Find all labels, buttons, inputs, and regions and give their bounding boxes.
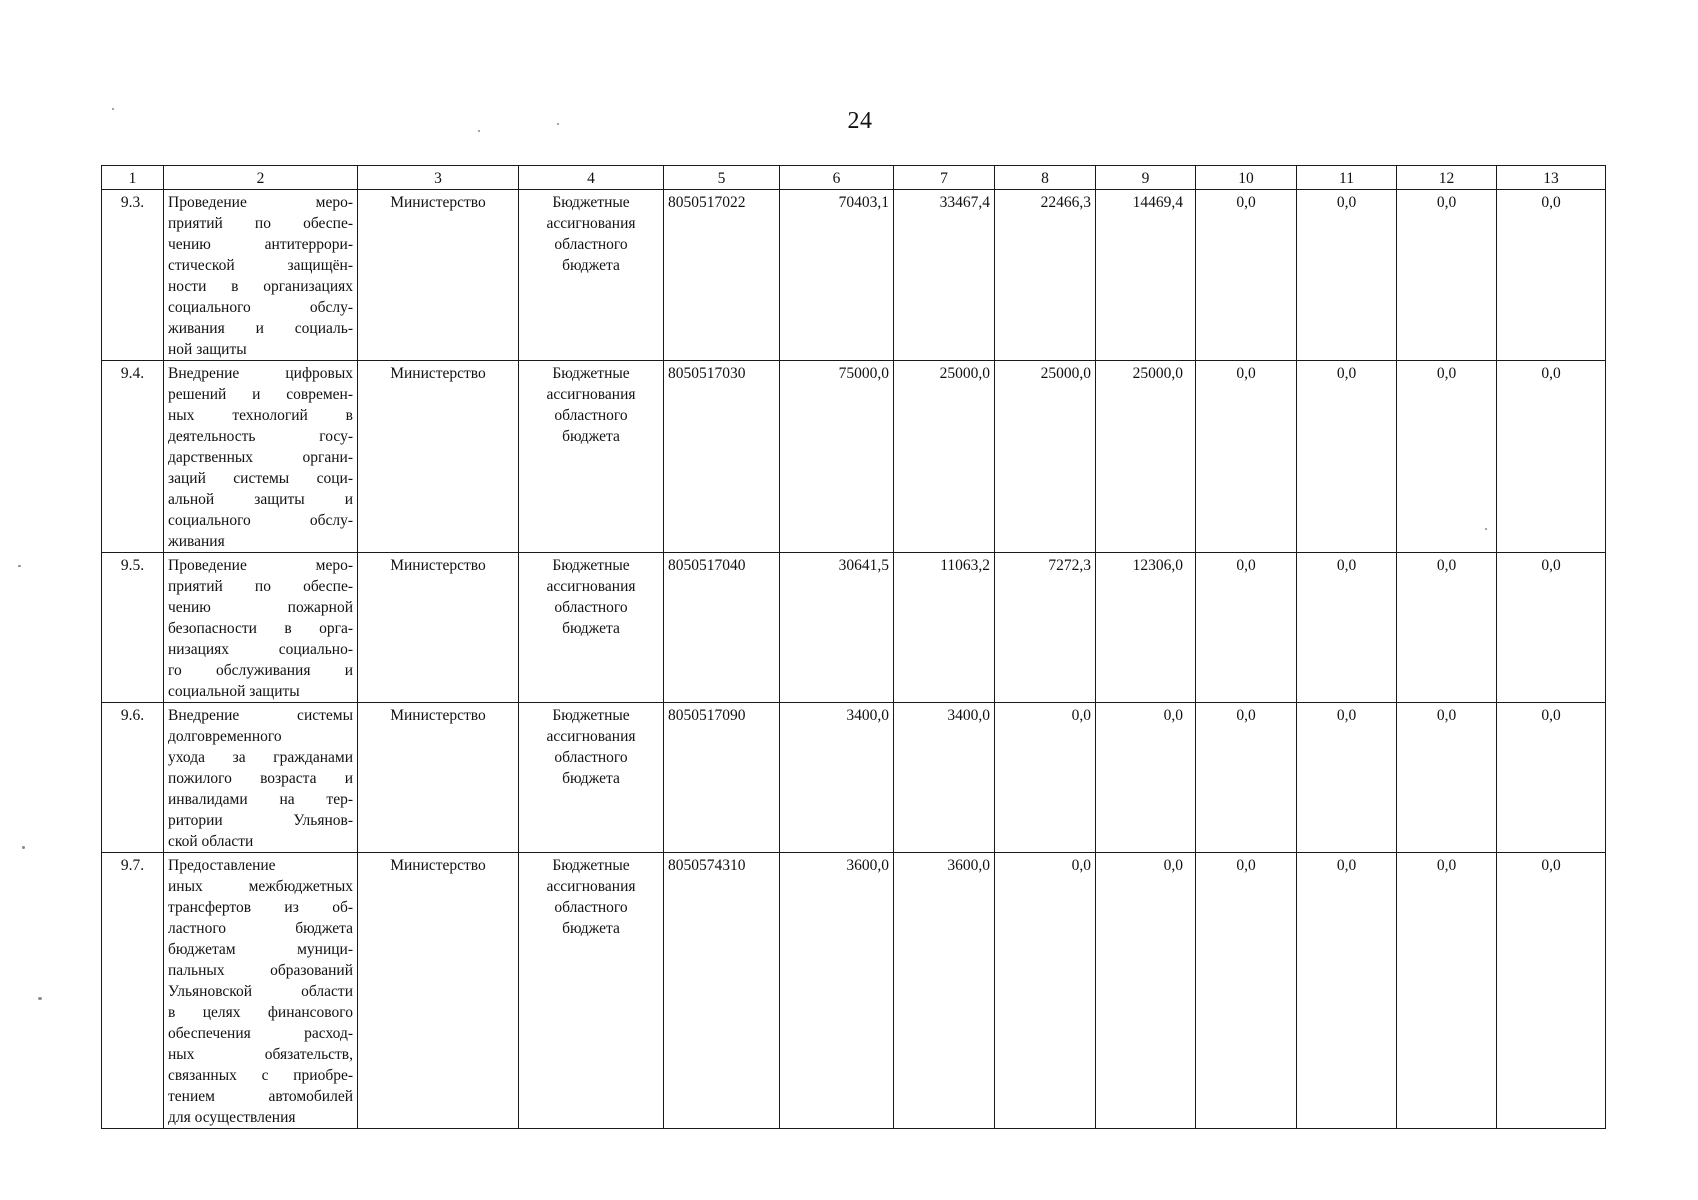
activity-name-line: Внедрение системы bbox=[168, 707, 353, 724]
row-number: 9.3. bbox=[102, 190, 164, 361]
activity-name-line: инвалидами на тер- bbox=[168, 791, 353, 808]
activity-name-line: решений и современ- bbox=[168, 386, 353, 403]
scan-speck bbox=[112, 108, 114, 110]
activity-name-line: Внедрение цифровых bbox=[168, 365, 353, 382]
funding-source-line: Бюджетные bbox=[552, 365, 630, 382]
activity-name-line: Предоставление bbox=[168, 857, 276, 874]
activity-name-line: пожилого возраста и bbox=[168, 770, 353, 787]
executor: Министерство bbox=[358, 361, 519, 553]
budget-code: 8050517030 bbox=[664, 361, 780, 553]
amount-col-13: 0,0 bbox=[1497, 703, 1606, 853]
activity-name-line: приятий по обеспе- bbox=[168, 578, 353, 595]
funding-source-line: бюджета bbox=[562, 920, 620, 937]
table-row bbox=[102, 853, 1606, 1129]
amount-col-10: 0,0 bbox=[1196, 190, 1297, 361]
activity-name-line: ных технологий в bbox=[168, 407, 353, 424]
column-number-13: 13 bbox=[1497, 166, 1606, 190]
funding-source bbox=[519, 553, 664, 703]
column-number-5: 5 bbox=[664, 166, 780, 190]
amount-col-7: 3600,0 bbox=[894, 853, 995, 1129]
amount-col-7: 3400,0 bbox=[894, 703, 995, 853]
funding-source-line: областного bbox=[554, 899, 628, 916]
amount-col-10: 0,0 bbox=[1196, 553, 1297, 703]
amount-col-12: 0,0 bbox=[1397, 361, 1497, 553]
activity-name bbox=[164, 553, 358, 703]
activity-name-line: обеспечения расход- bbox=[168, 1025, 353, 1042]
activity-name bbox=[164, 190, 358, 361]
activity-name-line: живания bbox=[168, 533, 225, 550]
activity-name-line: ритории Ульянов- bbox=[168, 812, 353, 829]
activity-name bbox=[164, 361, 358, 553]
activity-name-line: социального обслу- bbox=[168, 512, 353, 529]
column-number-6: 6 bbox=[780, 166, 894, 190]
activity-name-line: деятельность госу- bbox=[168, 428, 353, 445]
page-number: 24 bbox=[847, 108, 873, 134]
column-number-1: 1 bbox=[102, 166, 164, 190]
amount-col-13: 0,0 bbox=[1497, 361, 1606, 553]
funding-source-line: областного bbox=[554, 599, 628, 616]
row-number: 9.6. bbox=[102, 703, 164, 853]
activity-name bbox=[164, 853, 358, 1129]
funding-source-line: ассигнования bbox=[546, 878, 636, 895]
activity-name-line: для осуществления bbox=[168, 1109, 296, 1126]
funding-source-line: ассигнования bbox=[546, 578, 636, 595]
table-row bbox=[102, 553, 1606, 703]
activity-name-line: пальных образований bbox=[168, 962, 353, 979]
activity-name-line: дарственных органи- bbox=[168, 449, 353, 466]
amount-col-7: 33467,4 bbox=[894, 190, 995, 361]
amount-col-6: 30641,5 bbox=[780, 553, 894, 703]
activity-name-line: стической защищён- bbox=[168, 257, 353, 274]
activity-name-line: ных обязательств, bbox=[168, 1046, 353, 1063]
funding-source bbox=[519, 853, 664, 1129]
activity-name-line: ухода за гражданами bbox=[168, 749, 353, 766]
activity-name-line: в целях финансового bbox=[168, 1004, 353, 1021]
activity-name-line: социальной защиты bbox=[168, 683, 300, 700]
executor: Министерство bbox=[358, 553, 519, 703]
activity-name-line: социального обслу- bbox=[168, 299, 353, 316]
activity-name-line: живания и социаль- bbox=[168, 320, 353, 337]
activity-name-line: Проведение меро- bbox=[168, 194, 353, 211]
activity-name-line: заций системы соци- bbox=[168, 470, 353, 487]
amount-col-12: 0,0 bbox=[1397, 190, 1497, 361]
funding-source-line: ассигнования bbox=[546, 386, 636, 403]
executor: Министерство bbox=[358, 853, 519, 1129]
amount-col-8: 22466,3 bbox=[995, 190, 1096, 361]
activity-name-line: низациях социально- bbox=[168, 641, 353, 658]
funding-source-line: ассигнования bbox=[546, 215, 636, 232]
activity-name-line: ности в организациях bbox=[168, 278, 353, 295]
amount-col-7: 25000,0 bbox=[894, 361, 995, 553]
funding-source-line: Бюджетные bbox=[552, 557, 630, 574]
activity-name-line: чению антитеррори- bbox=[168, 236, 353, 253]
amount-col-10: 0,0 bbox=[1196, 361, 1297, 553]
activity-name-line: иных межбюджетных bbox=[168, 878, 353, 895]
amount-col-13: 0,0 bbox=[1497, 853, 1606, 1129]
amount-col-7: 11063,2 bbox=[894, 553, 995, 703]
activity-name-line: трансфертов из об- bbox=[168, 899, 353, 916]
column-number-10: 10 bbox=[1196, 166, 1297, 190]
budget-code: 8050574310 bbox=[664, 853, 780, 1129]
activity-name-line: долговременного bbox=[168, 728, 282, 745]
activity-name-line: Ульяновской области bbox=[168, 983, 353, 1000]
activity-name-line: альной защиты и bbox=[168, 491, 353, 508]
scan-speck bbox=[557, 123, 559, 125]
amount-col-9: 25000,0 bbox=[1096, 361, 1196, 553]
funding-source bbox=[519, 190, 664, 361]
activity-name-line: ской области bbox=[168, 833, 254, 850]
column-number-3: 3 bbox=[358, 166, 519, 190]
table-row bbox=[102, 361, 1606, 553]
amount-col-6: 70403,1 bbox=[780, 190, 894, 361]
amount-col-9: 12306,0 bbox=[1096, 553, 1196, 703]
amount-col-6: 3400,0 bbox=[780, 703, 894, 853]
table-row bbox=[102, 703, 1606, 853]
budget-code: 8050517040 bbox=[664, 553, 780, 703]
activity-name-line: тением автомобилей bbox=[168, 1088, 353, 1105]
activity-name-line: го обслуживания и bbox=[168, 662, 353, 679]
scan-speck bbox=[1485, 528, 1487, 530]
funding-source-line: областного bbox=[554, 749, 628, 766]
scan-speck bbox=[38, 997, 42, 1000]
activity-name-line: чению пожарной bbox=[168, 599, 353, 616]
amount-col-9: 14469,4 bbox=[1096, 190, 1196, 361]
funding-source-line: бюджета bbox=[562, 620, 620, 637]
activity-name-line: Проведение меро- bbox=[168, 557, 353, 574]
row-number: 9.4. bbox=[102, 361, 164, 553]
funding-source bbox=[519, 703, 664, 853]
column-number-8: 8 bbox=[995, 166, 1096, 190]
amount-col-6: 3600,0 bbox=[780, 853, 894, 1129]
scan-speck bbox=[478, 130, 480, 132]
funding-source-line: бюджета bbox=[562, 428, 620, 445]
amount-col-11: 0,0 bbox=[1297, 703, 1397, 853]
funding-source-line: бюджета bbox=[562, 770, 620, 787]
amount-col-13: 0,0 bbox=[1497, 190, 1606, 361]
amount-col-11: 0,0 bbox=[1297, 553, 1397, 703]
row-number: 9.7. bbox=[102, 853, 164, 1129]
activity-name-line: ной защиты bbox=[168, 341, 247, 358]
amount-col-9: 0,0 bbox=[1096, 853, 1196, 1129]
funding-source-line: Бюджетные bbox=[552, 194, 630, 211]
row-number: 9.5. bbox=[102, 553, 164, 703]
funding-source-line: областного bbox=[554, 236, 628, 253]
executor: Министерство bbox=[358, 190, 519, 361]
activity-name-line: безопасности в орга- bbox=[168, 620, 353, 637]
amount-col-12: 0,0 bbox=[1397, 553, 1497, 703]
amount-col-11: 0,0 bbox=[1297, 361, 1397, 553]
column-number-11: 11 bbox=[1297, 166, 1397, 190]
activity-name-line: бюджетам муници- bbox=[168, 941, 353, 958]
funding-source-line: ассигнования bbox=[546, 728, 636, 745]
amount-col-6: 75000,0 bbox=[780, 361, 894, 553]
column-number-2: 2 bbox=[164, 166, 358, 190]
funding-source-line: областного bbox=[554, 407, 628, 424]
amount-col-10: 0,0 bbox=[1196, 703, 1297, 853]
column-number-4: 4 bbox=[519, 166, 664, 190]
executor: Министерство bbox=[358, 703, 519, 853]
amount-col-12: 0,0 bbox=[1397, 853, 1497, 1129]
column-number-header-row bbox=[102, 166, 1606, 190]
amount-col-8: 25000,0 bbox=[995, 361, 1096, 553]
funding-source bbox=[519, 361, 664, 553]
amount-col-8: 7272,3 bbox=[995, 553, 1096, 703]
amount-col-8: 0,0 bbox=[995, 853, 1096, 1129]
activity-name-line: приятий по обеспе- bbox=[168, 215, 353, 232]
activity-name-line: ластного бюджета bbox=[168, 920, 353, 937]
funding-source-line: бюджета bbox=[562, 257, 620, 274]
budget-code: 8050517090 bbox=[664, 703, 780, 853]
budget-table bbox=[101, 165, 1606, 1129]
amount-col-9: 0,0 bbox=[1096, 703, 1196, 853]
funding-source-line: Бюджетные bbox=[552, 707, 630, 724]
amount-col-11: 0,0 bbox=[1297, 190, 1397, 361]
amount-col-11: 0,0 bbox=[1297, 853, 1397, 1129]
amount-col-12: 0,0 bbox=[1397, 703, 1497, 853]
amount-col-8: 0,0 bbox=[995, 703, 1096, 853]
activity-name-line: связанных с приобре- bbox=[168, 1067, 353, 1084]
budget-code: 8050517022 bbox=[664, 190, 780, 361]
scan-speck bbox=[18, 565, 21, 567]
column-number-12: 12 bbox=[1397, 166, 1497, 190]
activity-name bbox=[164, 703, 358, 853]
amount-col-13: 0,0 bbox=[1497, 553, 1606, 703]
column-number-7: 7 bbox=[894, 166, 995, 190]
table-row bbox=[102, 190, 1606, 361]
column-number-9: 9 bbox=[1096, 166, 1196, 190]
amount-col-10: 0,0 bbox=[1196, 853, 1297, 1129]
funding-source-line: Бюджетные bbox=[552, 857, 630, 874]
scan-speck bbox=[22, 846, 25, 849]
